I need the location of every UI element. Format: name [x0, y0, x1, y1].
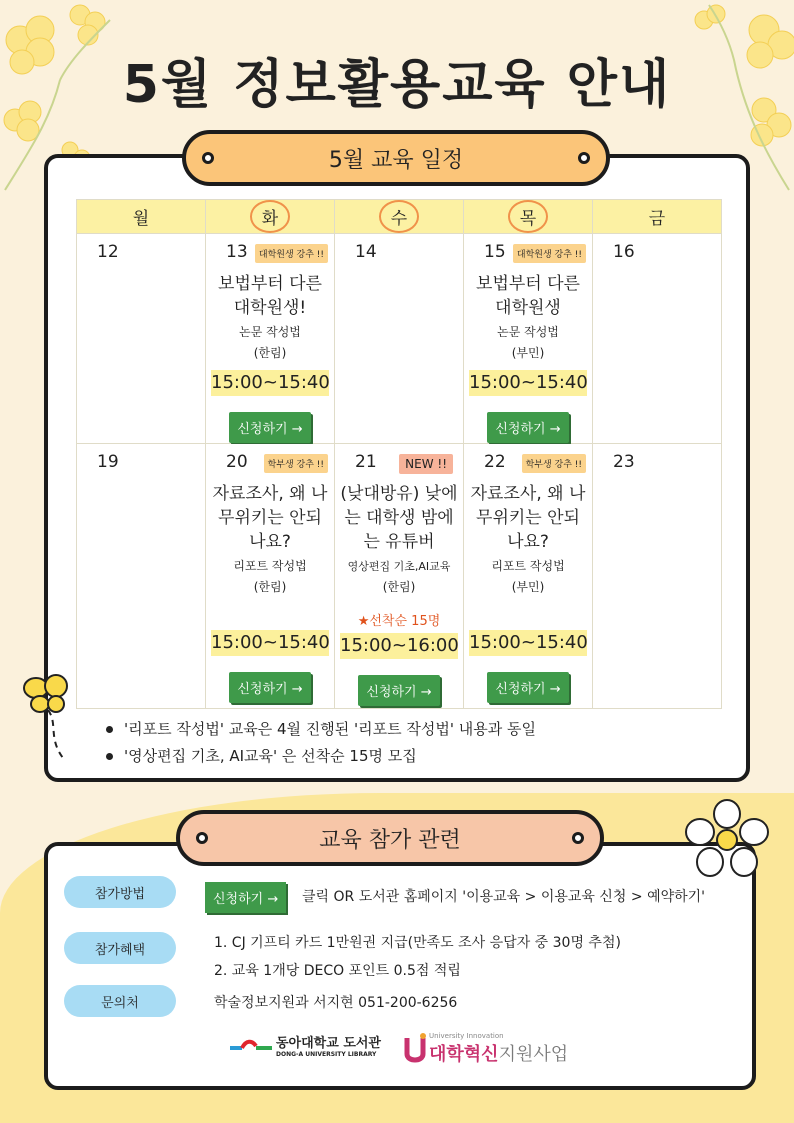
recommend-badge: 학부생 강추 !!: [522, 454, 586, 473]
recommend-badge: 학부생 강추 !!: [264, 454, 328, 473]
class-place: (한림): [253, 346, 287, 360]
class-place: (한림): [382, 580, 416, 594]
day-header: 금: [593, 200, 722, 234]
class-place: (부민): [511, 580, 545, 594]
date-number: 21: [355, 452, 377, 472]
schedule-header-label: 5월 교육 일정: [328, 147, 464, 173]
pill-dot-icon: [578, 152, 590, 164]
calendar-cell: [593, 234, 722, 444]
day-header: 목: [464, 200, 593, 234]
day-header: 수: [335, 200, 464, 234]
class-subtitle: 논문 작성법: [239, 325, 301, 339]
class-subtitle: 리포트 작성법: [491, 559, 565, 573]
new-badge: NEW !!: [399, 454, 453, 474]
note-item: '영상편집 기초, AI교육' 은 선착순 15명 모집: [106, 743, 536, 770]
benefit-item: 1. CJ 기프티 카드 1만원권 지급(만족도 조사 응답자 중 30명 추첨): [214, 935, 621, 951]
day-header: 월: [77, 200, 206, 234]
benefit-label: 참가혜택: [64, 932, 176, 964]
apply-button[interactable]: 신청하기 →: [487, 412, 568, 443]
class-title: 보법부터 다른 대학원생: [476, 274, 580, 318]
day-header: 화: [206, 200, 335, 234]
class-title: (낮대방유) 낮에는 대학생 밤에는 유튜버: [340, 484, 458, 552]
innovation-logo-icon: [403, 1032, 429, 1066]
benefit-item: 2. 교육 1개당 DECO 포인트 0.5점 적립: [214, 963, 461, 979]
class-time: 15:00~15:40: [469, 370, 587, 396]
library-name: 동아대학교 도서관: [276, 1035, 381, 1051]
calendar-cell: [77, 234, 206, 444]
innovation-small: University Innovation: [429, 1032, 504, 1040]
library-en: DONG-A UNIVERSITY LIBRARY: [276, 1050, 377, 1058]
class-title: 보법부터 다른 대학원생!: [218, 274, 322, 318]
pill-dot-icon: [202, 152, 214, 164]
pill-dot-icon: [196, 832, 208, 844]
class-time: 15:00~15:40: [211, 630, 329, 656]
contact-text: 학술정보지원과 서지현 051-200-6256: [214, 995, 458, 1011]
date-number: 20: [226, 452, 248, 472]
pill-dot-icon: [572, 832, 584, 844]
date-number: 16: [613, 242, 635, 262]
butterfly-icon: [18, 668, 88, 768]
class-subtitle: 논문 작성법: [497, 325, 559, 339]
calendar-cell: [206, 234, 335, 444]
method-text: 클릭 OR 도서관 홈페이지 '이용교육 > 이용교육 신청 > 예약하기': [302, 889, 706, 905]
innovation-rest: 지원사업: [498, 1044, 569, 1065]
apply-button[interactable]: 신청하기 →: [487, 672, 568, 703]
date-number: 22: [484, 452, 506, 472]
date-number: 15: [484, 242, 506, 262]
calendar-cell: [464, 444, 593, 709]
apply-button[interactable]: 신청하기 →: [229, 412, 310, 443]
apply-button[interactable]: 신청하기 →: [205, 882, 286, 913]
calendar-cell: [464, 234, 593, 444]
participation-header-label: 교육 참가 관련: [319, 827, 461, 853]
apply-button[interactable]: 신청하기 →: [358, 675, 439, 706]
calendar-cell: [335, 234, 464, 444]
daisy-icon: [682, 798, 772, 882]
class-title: 자료조사, 왜 나무위키는 안되나요?: [212, 484, 328, 552]
notes-list: [106, 716, 536, 770]
note-item: '리포트 작성법' 교육은 4월 진행된 '리포트 작성법' 내용과 동일: [106, 716, 536, 743]
library-logo-icon: [228, 1036, 276, 1058]
date-number: 12: [97, 242, 119, 262]
schedule-header: [182, 130, 610, 186]
date-number: 23: [613, 452, 635, 472]
class-time: 15:00~16:00: [340, 633, 458, 659]
innovation-main: 대학혁신: [429, 1044, 499, 1065]
calendar-table: [76, 199, 722, 709]
library-logo: [228, 1036, 381, 1058]
class-place: (한림): [253, 580, 287, 594]
date-number: 14: [355, 242, 377, 262]
calendar-cell: [77, 444, 206, 709]
date-number: 19: [97, 452, 119, 472]
class-time: 15:00~15:40: [211, 370, 329, 396]
contact-label: 문의처: [64, 985, 176, 1017]
innovation-logo: [403, 1032, 568, 1066]
class-place: (부민): [511, 346, 545, 360]
recommend-badge: 대학원생 강추 !!: [255, 244, 328, 263]
calendar-cell: [206, 444, 335, 709]
class-title: 자료조사, 왜 나무위키는 안되나요?: [470, 484, 586, 552]
calendar-cell: [335, 444, 464, 709]
class-time: 15:00~15:40: [469, 630, 587, 656]
page-title: 5월 정보활용교육 안내: [122, 55, 672, 115]
class-subtitle: 영상편집 기초,AI교육: [347, 560, 451, 573]
apply-button[interactable]: 신청하기 →: [229, 672, 310, 703]
calendar-cell: [593, 444, 722, 709]
recommend-badge: 대학원생 강추 !!: [513, 244, 586, 263]
participation-header: [176, 810, 604, 866]
date-number: 13: [226, 242, 248, 262]
method-label: 참가방법: [64, 876, 176, 908]
limit-note: ★선착순 15명: [357, 614, 441, 629]
class-subtitle: 리포트 작성법: [233, 559, 307, 573]
